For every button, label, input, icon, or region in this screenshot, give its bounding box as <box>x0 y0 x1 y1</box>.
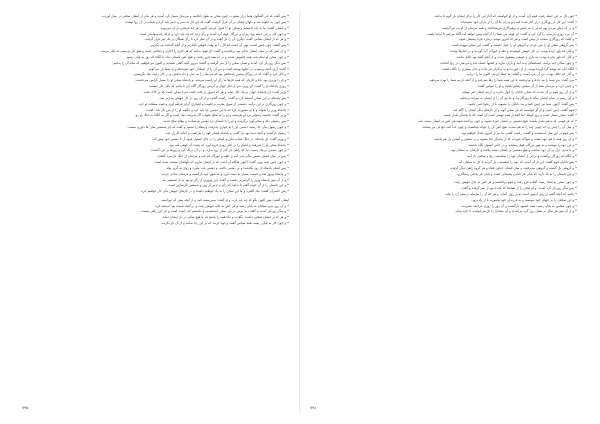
paragraph: • پس گفت که این گفتگوی شما دراز بشنو — چون سخن به طول انجامید و مردمان بسیار گرد آمدند و هر یکی از ایشان سخنی در میان آوردند. <box>101 14 289 18</box>
paragraph: • و این داستان را از آن جهت گفتم تا بدانید که رأی و تدبیر از زور و شمشیر کارسازتر است. <box>167 183 289 188</box>
paragraph: • و آنگاه که روزگار برگشت و برخی از ایشان عهد را شکستند، رنج و سختی باز آمد. <box>466 154 577 159</box>
paragraph: • و این رسم در میان ایشان بماند تا روزگار ما، و ما نیز آن را از ایشان به میراث برده‌ایم. <box>459 95 577 100</box>
paragraph: • و از آن پس پادشاه وزیر را گرامی‌تر داشت و گفت: این پیروزی از رأی تو بود نه از شمشیر ما. <box>162 177 289 182</box>
paragraph: • و از آن پس هر سال در همان روز گرد می‌آمدند و آن سخنان را باز می‌خواندند تا تازه بماند. <box>454 209 577 214</box>
paragraph: • و چنین کرد، و مردمان همه از آن سختی رهایی یافتند و او را سپاس گفتند. <box>477 84 577 89</box>
paragraph: • گفت: این کار از روزگاری دراز آغاز شده است و پدران ما آن را از پدران خود شنیده‌اند. <box>460 19 577 24</box>
paragraph: • و چون چنین شد، وزیر گفت: اکنون هنگام آن است که بر ایشان بتازیم که دلهاشان سست شده است. <box>153 160 289 165</box>
paragraph: • پس گفت: اکنون شما نیز چنین کنید و پند دانایان را بشنوید تا از رنجها ایمن باشید. <box>467 101 577 106</box>
paragraph: • و در آن زمان مردی بود که او را به دانش و پرهیزگاری می‌شناختند و همه مردمان از او پند می‌گرفتند. <box>441 25 577 30</box>
paragraph: • و این سخنان را بر دلهای خود بنویسید و به فرزندان خود بیاموزید تا از یاد نرود. <box>471 197 577 202</box>
paragraph: • که هر قومی که با هم یکدل باشند، هیچ دشمنی بر ایشان چیره نشود، و چون پراکنده شوند هر کس بر ایشان دست یابد. <box>417 119 577 124</box>
paragraph: • و چون روزگاری بر این برآمد، دشمنی از سوی مغرب برخاست و لشکری گران فراهم آورد و قصد مملکت او کرد. <box>138 101 289 106</box>
paragraph: • بدانید که آنچه گفتم از روی آزمون است نه از روی گمان، و هر که آن را بیازماید درستی آن را بیابد. <box>444 191 577 196</box>
paragraph: • و پادشاه پیروز شد و غنیمت بسیار به دست آورد و به شهر خود بازگشت و مردمان شادی کردند. <box>160 171 289 176</box>
paragraph: • پادشاه وزیر را بخواند و با او مشورت کرد که با این دشمن چه باید کرد و چگونه او را از مرز باز باید داشت. <box>145 107 289 112</box>
paragraph: • و این داستان را به یاد دارید که پایان هر جدایی پشیمانی است و پایان هر یکدلی رستگاری. <box>456 171 577 176</box>
paragraph: • و از آن روز قوم بر آن شدند که سخن دانایان را خوار ندارند و از پند ایشان سر نپیچند. <box>461 89 577 94</box>
paragraph: • روزی پادشاه او را گفت: ای وزیر، مرا از حال جهان و گردش روزگار آگاه کن تا بدانم که پایان کار چیست. <box>148 84 289 89</box>
paragraph: • پس لشکر پادشاه از رود بگذشت و بر دشمن تاخت، و دشمن تاب نیاورد و روی به گریز نهاد. <box>165 165 289 170</box>
paragraph: • و هر که از ایشان سخنی گفت، دیگری آن را باز گفت و در آن نظر کرد تا رأی همگان بر یک چیز قرار گرفت. <box>144 37 289 42</box>
paragraph: • و گفت که روزگاری سخت در پیش است و هر که امروز توشه برندارد فردا پشیمان شود. <box>458 37 577 42</box>
paragraph: • پس در میان لشکر دشمن تنگی پدید آمد و علف و خوراک کم شد و مردمان از جنگ دل‌سرد گشتند. <box>157 154 289 159</box>
paragraph: • پس رسولی دانا و سخن‌گوی برگزیدند و او را با نامه‌ای نزد دشمن فرستادند و پیغام صلح دادند. <box>162 119 289 124</box>
paragraph: • و دیگر روز باز آمدند و گفتند: ما دوش در این سخن اندیشیدیم و دانستیم که راست است و جز این راهی نیست. <box>140 209 289 214</box>
paragraph: • و چون کار به پایان رسید، همه سپاس گفتند و عهد کردند که بر این راه بمانند و از آن باز نگردند. <box>160 221 289 226</box>
paragraph: • و چون کار بر این جمله بود، پیران و بزرگان قوم گرد آمدند و رأی زدند که چه باید کرد و کدام راه صواب‌تر است. <box>138 31 289 36</box>
paragraph: • مرد گفت: من شما را پند دادم و نپذیرفتید، با این همه شما را رها نمی‌کنم و از آنچه داریم شما را بهره می‌دهم. <box>428 78 577 83</box>
paragraph: • آن مرد روزی مردمان را گرد کرد و گفت: ای قوم، من شما را از آنچه پیش خواهد آمد آگاه می‌کنم تا آماده باشید. <box>426 31 577 36</box>
paragraph: • آنگاه آنان که توشه گرد آورده بودند، از آن خوردند و به دیگران نیز دادند و جان بسیاری را نگاه داشتند. <box>441 66 577 71</box>
paragraph: • و او را وزیری بود دانا و کاردان که همه کارها به رأی او راست می‌شد، و پادشاه سخن او را بسیار گرامی می‌داشت. <box>135 78 289 83</box>
paragraph: • پس گفتند: چون چنین است، بهتر آن است که کار را به وقت خویش بگذاریم و از آنچه گذشت پند بگیریم. <box>149 43 289 48</box>
paragraph: • پادشاه سخن او را پذیرفت و لشکر را در کنار رودی فرود آورد که پشت آن کوهی بلند بود. <box>168 142 289 147</box>
paragraph: • و آن روز بدین سخنان به پایان رسید و هر کس به خانه خویش رفت و در آنچه شنیده بود اندیشه کرد. <box>154 203 289 208</box>
paragraph: • و این عهد را نوشتند و به مهر بزرگان قوم رساندند و در جایی استوار نگاه داشتند. <box>467 142 577 147</box>
paragraph: • و آنان که باور نکرده بودند، به بازی و خوشی مشغول شدند و از آنچه گفته بود غافل ماندند. <box>455 54 577 59</box>
paragraph: • پس دانایان قوم گفتند: این از آن است که عهد را شکستید، باز گردید تا کار به سامان آید. <box>457 160 577 165</box>
paragraph: • وزیر گفت: ای پادشاه، جهان بر یک حال نماند و هر که امروز بر تخت است فردا ممکن است که بر خاک باشد. <box>142 89 289 94</box>
paragraph: • چون کار بر این جمله رفت، قوم گرد آمدند و از او خواستند که آغاز این کار را برای ایشان باز گوید تا بدانند. <box>433 14 577 18</box>
paragraph: • پس پادشاه در این سخن اندیشه کرد و گفت: راست گفتی، و از آن روز در کار خویش بیدارتر شد. <box>159 95 289 100</box>
gutter-divider <box>299 10 300 414</box>
paragraph: • پس دیگر روز باز گرد آمدند، و او سخن را از همانجا که مانده بود از سر گرفت و گفت: <box>460 185 577 190</box>
paragraph: • و آن کس که در میان ایشان داناتر بود برخاست و گفت: ای قوم، بدانید که هر کاری را آغازی و انجامی است و هیچ کار بی‌سبب به پایان نرسد. <box>100 49 289 54</box>
paragraph: • و چون رسول بدان جا رسید، دشمن او را به خواری پذیرفت و پیغام را نشنید و گفت که جز شمشیر میان ما داوری نیست. <box>127 125 289 130</box>
paragraph: • و گروهی باز گشتند و گروهی نپذیرفتند، و میان ایشان جدایی افتاد و هر گروه راهی دیگر گرفت. <box>449 165 577 170</box>
paragraph: • گفت: سخن بسیار است و روز کوتاه، اما آنچه از همه مهمتر است آن است که با یکدیگر یکدل باشید. <box>442 113 577 118</box>
paragraph: • رسول بازگشت و آنچه دیده بود باز گفت، و پادشاه لشکر خود را بیاراست و آماده کارزار شد. <box>164 130 289 135</box>
paragraph: • و هر که از ایشان سخنی داشت، بگفت، و دانا همه را پاسخ داد تا هیچ شکی در دل ایشان نماند. <box>161 215 289 220</box>
paragraph: • و تا مدتی دراز بر آن عهد بماندند و هیچ دشمنی بر ایشان دست نیافت و کارشان به سامان بود. <box>450 148 577 153</box>
paragraph: • و آنان که باور کرده بودند، در کار خویش کوشیدند و غله و خوراک گرد آوردند و در انبارها نهادند. <box>449 49 577 54</box>
paragraph: • پس حاضران گفتند: نیک گفتی، و ما این سخن را به یاد خواهیم داشت و در کارهای خویش بدان کار خواهیم کرد. <box>140 189 289 194</box>
paragraph: • و آغاز کرد و گفت که در روزگار پیشین پادشاهی بود که مردمان را به عدل و داد داشتی و در کار رعیت نیک نگریستی. <box>132 72 289 77</box>
paragraph: • قوم گفتند: چنین کنیم، و از او خواستند که باز سخن گوید و از کارهای دیگر ایشان را آگاه کند. <box>452 107 577 112</box>
page-number: ٧٩٥ <box>22 405 29 410</box>
paragraph: • و ایشان گفتند: ما به راه دانستیم و سخن تو را قبول کردیم، اکنون هر چه فرمایی بر آن می‌رویم. <box>159 25 289 30</box>
paragraph: • گفت: آری، آنچه پرسیدید در کتابها نوشته است و من آن را از استادان خود شنیده‌ام و به شما باز می‌گویم. <box>147 66 289 71</box>
paragraph: • و آنان که غافل بودند، نزد آن مرد آمدند و گفتند: ما خطا کردیم، اکنون ما را دریاب. <box>465 72 577 77</box>
page-number: ٧٩٤ <box>310 405 317 410</box>
right-page-body <box>310 14 577 396</box>
paragraph: • پس قوم در این مثل اندیشیدند و گفتند: راست گفتی، ما نیز از امروز یکدل خواهیم بود. <box>460 130 577 135</box>
paragraph: • و چون دشمن نزدیک رسید، دید که راهی جز گذر از رود ندارد، و در آن درنگ کرد و روزها بر این گذشت. <box>150 148 289 153</box>
paragraph: • و مثل آن را چنین زد که چوبی چند را به هم ببندند، هیچ کس آن را نتواند شکست، و چون جدا کنند کودکی نیز بشکند. <box>421 125 577 130</box>
paragraph: • و وزیر گفت: ای پادشاه، در جنگ شتاب مکن و لشکر را در جای استوار فرود آر تا دشمن خود پیش آید. <box>152 136 289 141</box>
paragraph: • پس دیگر روز باز گرد آمدند و همان سخن را از سر گرفتند و گفتند: دیروز آنچه گفتی شنیدیم و اکنون می‌خواهیم که تمام آن را بدانیم. <box>112 60 289 65</box>
paragraph: • و آن روز همه با هم عهد بستند و سوگند خوردند که از یکدیگر جدا نشوند و در سختی و آسانی یار هم باشند. <box>433 136 577 141</box>
paragraph: • پس گروهی سخن او را باور کردند و گروهی او را خوار داشتند و گفتند: این سخن بیهوده است. <box>450 43 577 48</box>
paragraph: • و چون مجلس به پایان رسید، همه خشنود بازگشتند و آن روز را روزی فرخنده شمردند. <box>461 203 577 208</box>
paragraph: • پس چون به خلوت شد و دلهای ایشان بر آن قرار گرفت، گفت که این کار به صبر و تدبیر باید کرد و شتاب در آن روا نیست. <box>124 19 289 24</box>
left-page <box>22 14 289 410</box>
paragraph: ایشان گفتند: پس اکنون بگو که چه باید کرد، و او گفت: صبر پیشه کنید و از آنچه پیش آید نهراسید. <box>160 197 289 202</box>
paragraph: • و چون سالی چند برآمد، خشکسالی پدید آمد و باران نبارید و کشتها خشک شد و مردمان در رنج افتادند. <box>439 60 577 65</box>
paragraph: • وزیر گفت: نخست رسولی نزد او بفرست و او را به صلح بخوان، اگر پذیرفت نیک است و اگر نه آنگاه به جنگ او رو. <box>134 113 289 118</box>
paragraph: • و چون سخن او تمام شد، همه خاموش شدند و در اندیشه فرو رفتند، و هیچ کس پاسخی نداد تا آنگاه که روز به پایان رسید. <box>125 54 289 59</box>
paragraph: • و چون سخن به اینجا رسید، آفتاب فرو رفت و قوم برخاستند و هر کس به جای خویش رفت. <box>453 180 577 185</box>
right-page <box>310 14 577 410</box>
left-page-body <box>22 14 289 396</box>
